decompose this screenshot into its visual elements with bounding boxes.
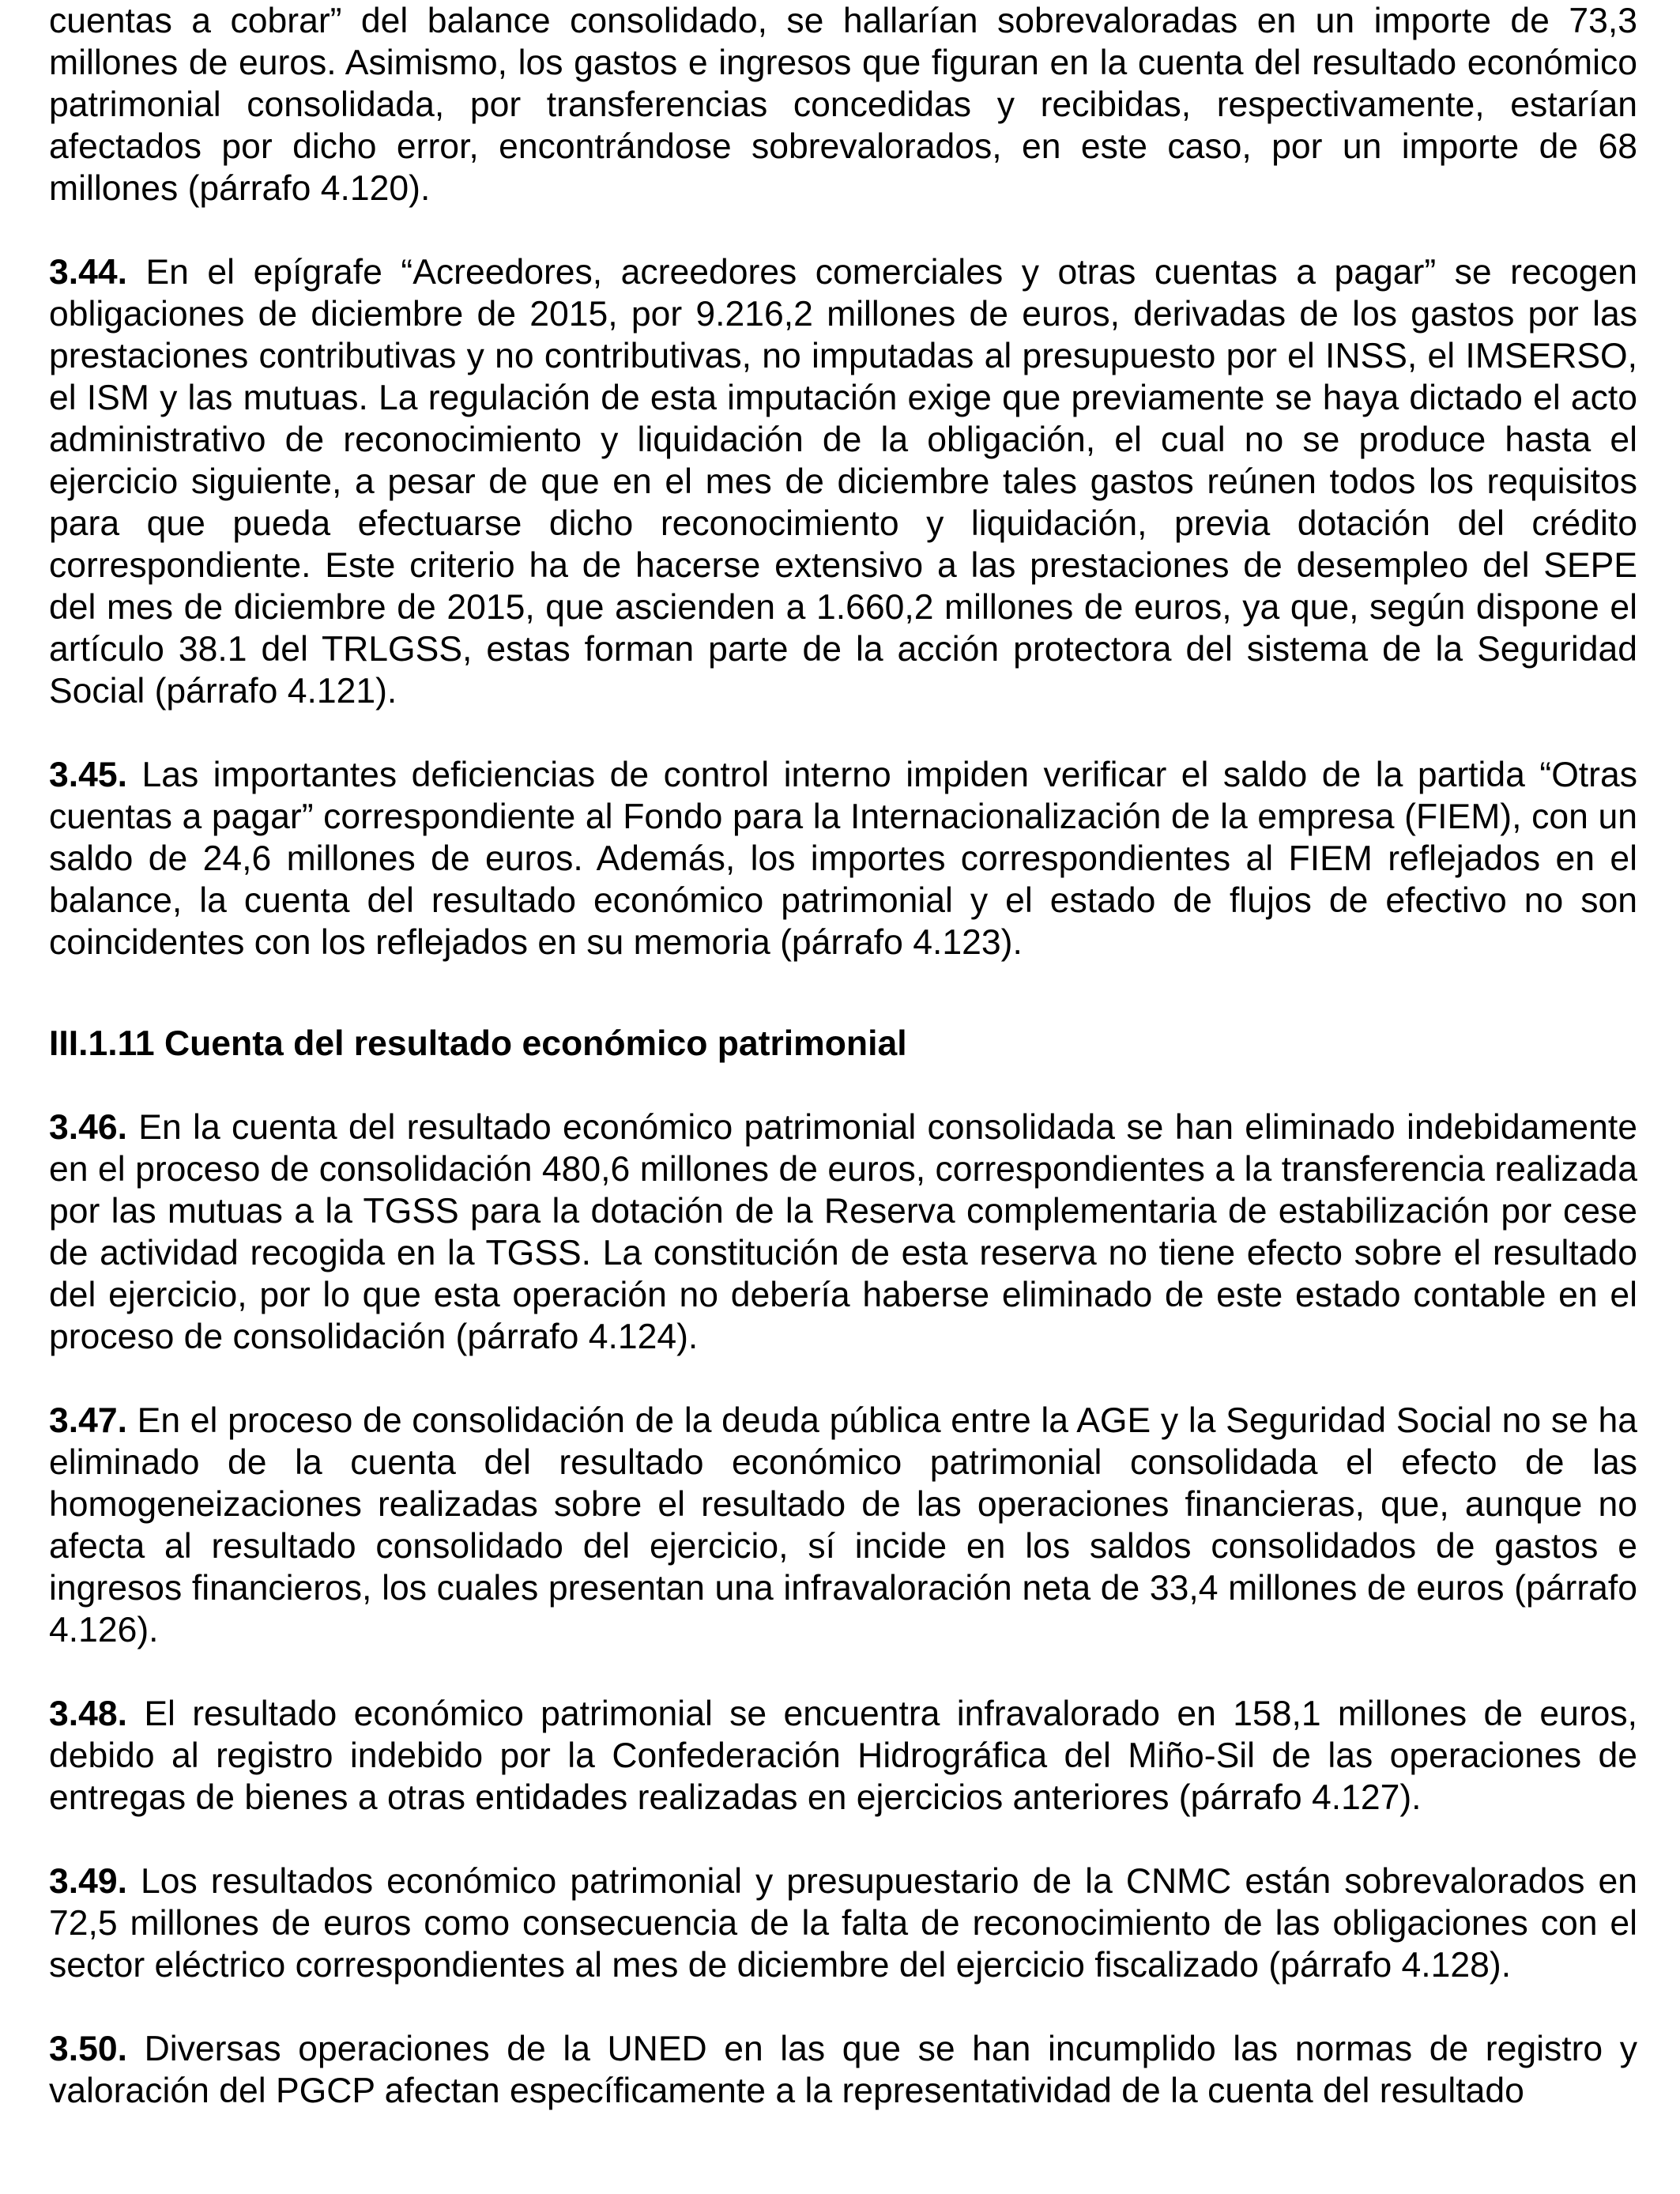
paragraph-continuation	[49, 0, 1637, 209]
paragraph-3-47	[49, 1400, 1637, 1651]
paragraph-number: 3.46.	[49, 1108, 127, 1147]
paragraph-number: 3.45.	[49, 756, 127, 794]
paragraph-text: cuentas a cobrar” del balance consolidado, se hallarían sobrevaloradas en un importe de 73,3 millones de euros. Asimismo, los gastos e ingresos que figuran en la cuenta del resultado económico patrimonial consolidada, por transferencias concedidas y recibidas, respectivamente, estarían afectados por dicho error, encontrándose sobrevalorados, en este caso, por un importe de 68 millones (párrafo 4.120).	[49, 2, 1637, 208]
paragraph-3-46	[49, 1106, 1637, 1358]
paragraph-3-49	[49, 1860, 1637, 1986]
paragraph-text: En el epígrafe “Acreedores, acreedores comerciales y otras cuentas a pagar” se recogen obligaciones de diciembre de 2015, por 9.216,2 millones de euros, derivadas de los gastos por las prestaciones contributivas y no contributivas, no imputadas al presupuesto por el INSS, el IMSERSO, el ISM y las mutuas. La regulación de esta imputación exige que previamente se haya dictado el acto administrativo de reconocimiento y liquidación de la obligación, el cual no se produce hasta el ejercicio siguiente, a pesar de que en el mes de diciembre tales gastos reúnen todos los requisitos para que pueda efectuarse dicho reconocimiento y liquidación, previa dotación del crédito correspondiente. Este criterio ha de hacerse extensivo a las prestaciones de desempleo del SEPE del mes de diciembre de 2015, que ascienden a 1.660,2 millones de euros, ya que, según dispone el artículo 38.1 del TRLGSS, estas forman parte de la acción protectora del sistema de la Seguridad Social (párrafo 4.121).	[49, 253, 1637, 711]
paragraph-text: En la cuenta del resultado económico patrimonial consolidada se han eliminado indebidamente en el proceso de consolidación 480,6 millones de euros, correspondientes a la transferencia realizada por las mutuas a la TGSS para la dotación de la Reserva complementaria de estabilización por cese de actividad recogida en la TGSS. La constitución de esta reserva no tiene efecto sobre el resultado del ejercicio, por lo que esta operación no debería haberse eliminado de este estado contable en el proceso de consolidación (párrafo 4.124).	[49, 1108, 1637, 1356]
paragraph-text: Los resultados económico patrimonial y presupuestario de la CNMC están sobrevalorados en 72,5 millones de euros como consecuencia de la falta de reconocimiento de las obligaciones con el sector eléctrico correspondientes al mes de diciembre del ejercicio fiscalizado (párrafo 4.128).	[49, 1862, 1637, 1985]
paragraph-3-48	[49, 1693, 1637, 1819]
paragraph-number: 3.50.	[49, 2030, 127, 2068]
paragraph-3-44	[49, 251, 1637, 712]
paragraph-text: Las importantes deficiencias de control interno impiden verificar el saldo de la partida “Otras cuentas a pagar” correspondiente al Fondo para la Internacionalización de la empresa (FIEM), con un saldo de 24,6 millones de euros. Además, los importes correspondientes al FIEM reflejados en el balance, la cuenta del resultado económico patrimonial y el estado de flujos de efectivo no son coincidentes con los reflejados en su memoria (párrafo 4.123).	[49, 756, 1637, 962]
paragraph-number: 3.48.	[49, 1695, 127, 1733]
paragraph-text: El resultado económico patrimonial se encuentra infravalorado en 158,1 millones de euros, debido al registro indebido por la Confederación Hidrográfica del Miño-Sil de las operaciones de entregas de bienes a otras entidades realizadas en ejercicios anteriores (párrafo 4.127).	[49, 1695, 1637, 1817]
paragraph-number: 3.49.	[49, 1862, 127, 1901]
document-page	[49, 0, 1637, 2112]
paragraph-3-45	[49, 754, 1637, 963]
paragraph-number: 3.44.	[49, 253, 127, 292]
paragraph-text: En el proceso de consolidación de la deuda pública entre la AGE y la Seguridad Social no se ha eliminado de la cuenta del resultado económico patrimonial consolidada el efecto de las homogeneizaciones realizadas sobre el resultado de las operaciones financieras, que, aunque no afecta al resultado consolidado del ejercicio, sí incide en los saldos consolidados de gastos e ingresos financieros, los cuales presentan una infravaloración neta de 33,4 millones de euros (párrafo 4.126).	[49, 1401, 1637, 1649]
paragraph-number: 3.47.	[49, 1401, 127, 1440]
paragraph-3-50	[49, 2028, 1637, 2112]
paragraph-text: Diversas operaciones de la UNED en las que se han incumplido las normas de registro y valoración del PGCP afectan específicamente a la representatividad de la cuenta del resultado	[49, 2030, 1637, 2110]
section-heading: III.1.11 Cuenta del resultado económico patrimonial	[49, 1024, 907, 1063]
